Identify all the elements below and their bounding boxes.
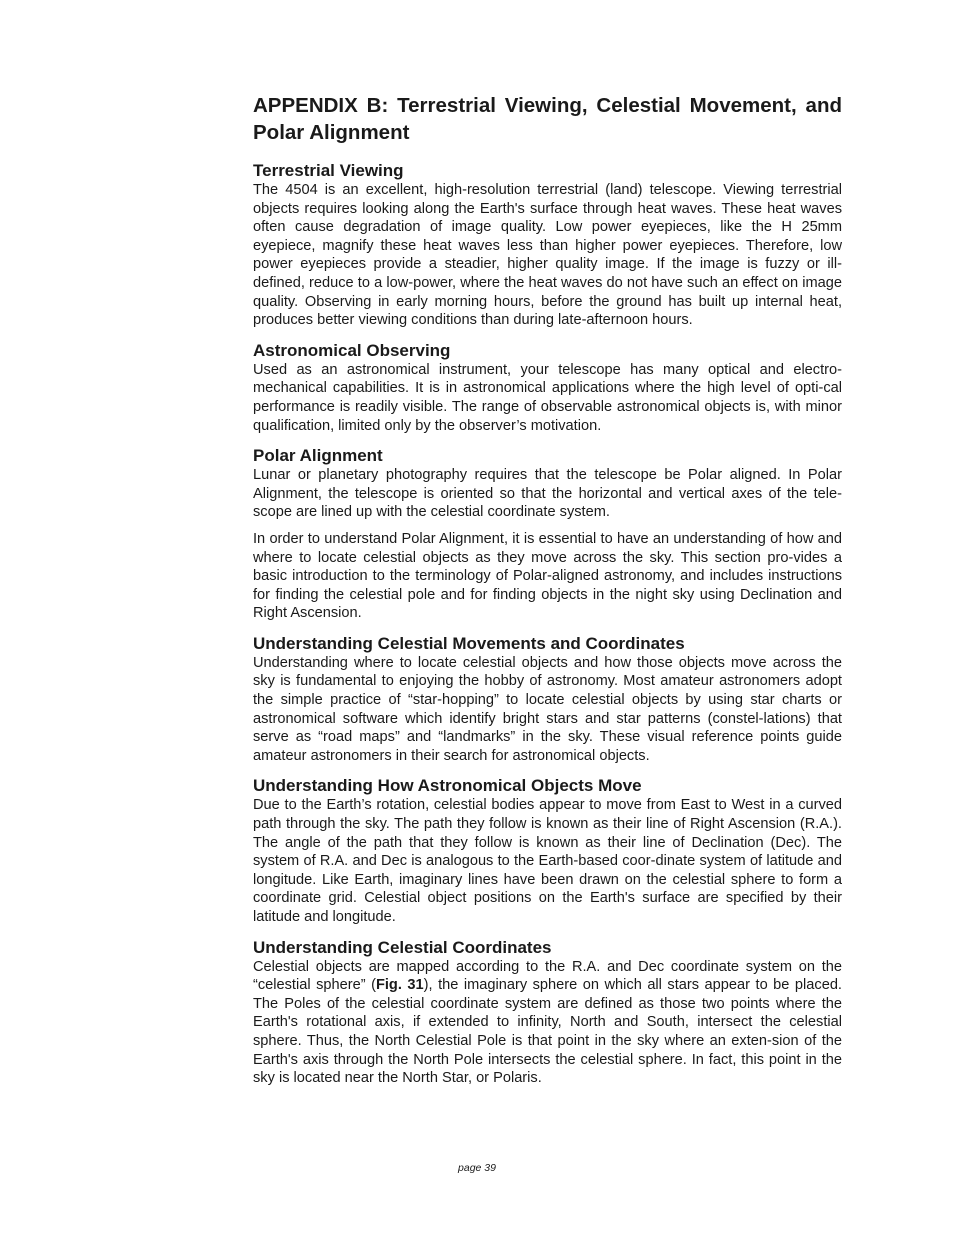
paragraph: The 4504 is an excellent, high-resolution terrestrial (land) telescope. Viewing terrestrial objects requires looking along the Earth's surface through heat waves. These heat waves often cause degradation of image quality. Low power eyepieces, like the H 25mm eyepiece, magnify these heat waves less than higher power eyepieces. Therefore, low power eyepieces provide a steadier, higher quality image. If the image is fuzzy or ill-defined, reduce to a low-power, where the heat waves do not have such an effect on image quality. Observing in early morning hours, before the ground has built up internal heat, produces better viewing conditions than during late-afternoon hours. bbox=[253, 182, 842, 329]
section-heading: Understanding Celestial Coordinates bbox=[253, 937, 552, 957]
section-heading: Understanding How Astronomical Objects Move bbox=[253, 776, 642, 796]
paragraph: Lunar or planetary photography requires that the telescope be Polar aligned. In Polar Alignment, the telescope is oriented so that the horizontal and vertical axes of the tele-scope are lined up with the celestial coordinate system. bbox=[253, 467, 842, 521]
page-title: APPENDIX B: Terrestrial Viewing, Celestial Movement, and Polar Alignment bbox=[253, 94, 842, 144]
section-heading: Polar Alignment bbox=[253, 446, 383, 466]
section-celestial-coordinates bbox=[253, 937, 842, 1088]
paragraph: Used as an astronomical instrument, your telescope has many optical and electro-mechanical capabilities. It is in astronomical applications where the high level of opti-cal performance is readily visible. The range of observable astronomical objects is, with minor qualification, limited only by the observer’s motivation. bbox=[253, 361, 842, 434]
page-number: page 39 bbox=[458, 1162, 496, 1174]
section-terrestrial-viewing bbox=[253, 160, 842, 330]
section-polar-alignment bbox=[253, 445, 842, 623]
paragraph bbox=[253, 958, 842, 1088]
section-how-objects-move bbox=[253, 775, 842, 926]
section-heading: Astronomical Observing bbox=[253, 340, 451, 360]
paragraph: Understanding where to locate celestial objects and how those objects move across the sky is fundamental to enjoying the hobby of astronomy. Most amateur astronomers adopt the simple practice of “star-hopping” to locate celestial objects by using star charts or astronomical software which identify bright stars and star patterns (constel-lations) that serve as “road maps” and “landmarks” in the sky. These visual reference points guide amateur astronomers in their search for astronomical objects. bbox=[253, 654, 842, 764]
section-heading: Understanding Celestial Movements and Coordinates bbox=[253, 633, 685, 653]
paragraph: Due to the Earth’s rotation, celestial bodies appear to move from East to West in a curved path through the sky. The path they follow is known as their line of Right Ascension (R.A.). The angle of the path that they follow is known as their line of Declination (Dec). The system of R.A. and Dec is analogous to the Earth-based coor-dinate system of latitude and longitude. Like Earth, imaginary lines have been drawn on the celestial sphere to form a coordinate grid. Celestial object positions on the Earth's surface are specified by their latitude and longitude. bbox=[253, 797, 842, 925]
section-celestial-movements bbox=[253, 633, 842, 766]
paragraph-text: ), the imaginary sphere on which all stars appear to be placed. The Poles of the celestial coordinate system are defined as those two points where the Earth's rotational axis, if extended to infinity, North and South, intersect the celestial sphere. Thus, the North Celestial Pole is that point in the sky where an exten-sion of the Earth's axis through the North Pole intersects the celestial sphere. In fact, this point in the sky is located near the North Star, or Polaris. bbox=[253, 977, 842, 1087]
paragraph-text: Celestial objects are mapped according to the R.A. and Dec coordinate system on the “celestial sphere” ( bbox=[253, 958, 842, 994]
page-content bbox=[253, 92, 842, 1088]
paragraph: In order to understand Polar Alignment, it is essential to have an understanding of how and where to locate celestial objects as they move across the sky. This section pro-vides a basic introduction to the terminology of Polar-aligned astronomy, and includes instructions for finding the celestial pole and for finding objects in the night sky using Declination and Right Ascension. bbox=[253, 530, 842, 622]
section-astronomical-observing bbox=[253, 340, 842, 435]
section-heading: Terrestrial Viewing bbox=[253, 161, 404, 180]
figure-reference: Fig. 31 bbox=[375, 977, 424, 994]
